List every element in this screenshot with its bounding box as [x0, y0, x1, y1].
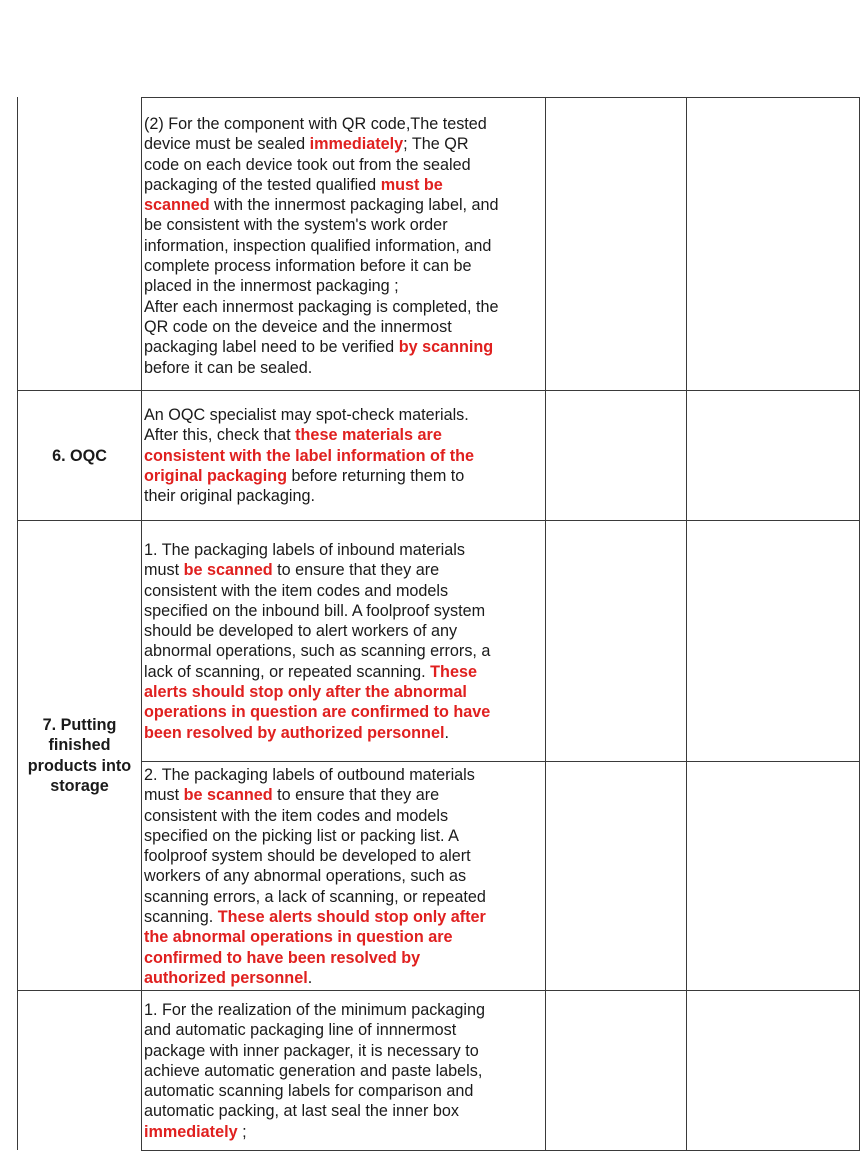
table-left-border [17, 97, 18, 1150]
table-bottom-border [141, 1150, 860, 1151]
column-divider-3 [686, 97, 687, 1150]
body-text: 2. The packaging labels of outbound materials must [144, 766, 475, 805]
emphasis-text: These alerts should stop only after the abnormal operations in question are confirmed to have been resolved by authorized personnel [144, 662, 491, 742]
body-text: . [444, 723, 449, 742]
emphasis-text: these materials are consistent with the label information of the original packaging [144, 426, 475, 485]
emphasis-text: be scanned [183, 786, 273, 805]
body-text: ; [237, 1122, 247, 1141]
body-text: . [307, 968, 313, 987]
body-text: to ensure that they are consistent with the item codes and models specified on the inbound bill. A foolproof system should be developed to alert workers of any abnormal operations, such as scanning errors, a lack of scanning, or repeated scanning. [144, 561, 491, 681]
body-text: to ensure that they are consistent with the item codes and models specified on the picking list or packing list. A foolproof system should be developed to alert workers of any abnormal operations, such as scanning errors, a lack of scanning, or repeated scanning. [144, 786, 486, 927]
column-divider-2 [545, 97, 546, 1150]
row-divider-4 [17, 990, 860, 991]
body-text: before it can be sealed. [144, 358, 313, 377]
requirement-cell-oqc [144, 405, 544, 506]
column-divider-1 [141, 97, 142, 1150]
emphasis-text: immediately [144, 1122, 238, 1141]
category-oqc: 6. OQC [52, 447, 107, 465]
body-text: 1. For the realization of the minimum packaging and automatic packaging line of innnermost package with inner packager, it is necessary to achieve automatic generation and paste labels, automatic scanning labels for comparison and automatic packing, at last seal the inner box [144, 1001, 486, 1121]
body-text: 1. The packaging labels of inbound materials must [144, 541, 465, 580]
body-text: (2) For the component with QR code,The tested device must be sealed [144, 115, 487, 154]
emphasis-text: by scanning [398, 338, 494, 357]
emphasis-text: These alerts should stop only after the abnormal operations in question are confirmed to have been resolved by authorized personnel [144, 908, 486, 987]
requirement-cell-auto-packaging [144, 1000, 544, 1142]
row-divider-3 [141, 761, 860, 762]
body-text: before returning them to their original packaging. [144, 466, 465, 506]
body-text: ; The QR code on each device took out from the sealed packaging of the tested qualified [144, 135, 471, 194]
table-right-border [859, 97, 860, 1150]
category-storage: 7. Putting finished products into storage [27, 716, 132, 795]
table-top-border [141, 97, 860, 98]
body-text: An OQC specialist may spot-check materials. After this, check that [144, 406, 469, 445]
emphasis-text: immediately [309, 135, 404, 154]
row-divider-2 [17, 520, 860, 521]
emphasis-text: be scanned [183, 561, 273, 580]
requirement-cell-inbound [144, 540, 544, 743]
emphasis-text: must be scanned [144, 175, 443, 215]
row-divider-1 [17, 390, 860, 391]
requirement-cell-qr-sealing [144, 114, 544, 378]
requirement-cell-outbound [144, 765, 544, 988]
body-text: with the innermost packaging label, and be consistent with the system's work order information, inspection qualified information, and complete process information before it can be placed in the innermost packaging ; After each innermost packaging is completed, the QR code on the deveice and the innermost packaging label need to be verified [144, 196, 499, 357]
